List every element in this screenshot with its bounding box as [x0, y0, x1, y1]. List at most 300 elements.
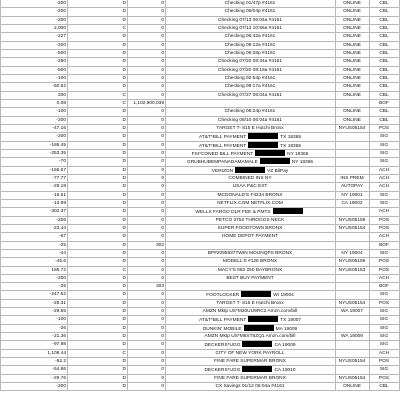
check-number-cell: 0 — [161, 334, 164, 340]
column-divider — [165, 242, 166, 250]
location-text: CA 19010 — [274, 368, 296, 374]
column-divider — [0, 291, 1, 299]
amount-cell: -50.52 — [52, 84, 66, 90]
column-divider — [0, 125, 1, 133]
description-text: Checking 01/47p #4161 — [224, 1, 276, 6]
description-text: DECKERS*UGG — [204, 343, 241, 349]
debit-credit-cell: D — [122, 325, 126, 331]
debit-credit-cell: D — [122, 317, 126, 323]
table-row — [0, 291, 400, 299]
description-cell — [166, 58, 334, 65]
debit-credit-cell: D — [122, 125, 126, 131]
debit-credit-cell: D — [122, 342, 126, 348]
amount-cell: -26 — [59, 325, 66, 331]
description-text: Checking 09:12a #4161 — [224, 42, 276, 48]
table-row — [0, 275, 400, 283]
column-divider — [0, 108, 1, 116]
check-number-cell: 1,102,900,039 — [133, 100, 164, 106]
table-row — [0, 358, 400, 366]
description-cell — [166, 308, 334, 315]
table-row — [0, 125, 400, 133]
description-cell — [166, 200, 334, 207]
column-divider — [165, 283, 166, 291]
debit-credit-cell: D — [122, 309, 126, 315]
description-cell — [166, 192, 334, 199]
column-divider — [0, 267, 1, 275]
amount-cell: 0.08 — [56, 100, 66, 106]
status-cell: ONLINE — [343, 59, 361, 65]
debit-credit-cell: C — [122, 100, 126, 106]
description-cell — [166, 8, 334, 15]
column-divider — [0, 333, 1, 341]
debit-credit-cell: D — [122, 242, 126, 248]
description-text: BP#2095937TWIN MOUNQPS BRONX — [207, 250, 293, 256]
type-code-cell: CBL — [379, 9, 389, 15]
amount-cell: -29.18 — [52, 184, 66, 190]
column-divider — [0, 0, 1, 8]
description-text: Checking 09:17a #4161 — [224, 84, 276, 90]
column-divider — [335, 167, 336, 175]
check-number-cell: 0 — [161, 292, 164, 298]
location-text: VZ BilPay — [267, 168, 289, 174]
location-text: NY 18365 — [291, 160, 314, 166]
debit-credit-cell: D — [122, 300, 126, 306]
check-number-cell: 0 — [161, 142, 164, 148]
debit-credit-cell: D — [122, 367, 126, 373]
check-number-cell: 0 — [161, 25, 164, 31]
debit-credit-cell: D — [122, 200, 126, 206]
description-text: Checking 06:24p #4161 — [224, 109, 276, 115]
column-divider — [0, 316, 1, 324]
description-text: AMZN Mktp US*M8XT8ZQ1 Amzn.com/bill — [204, 334, 296, 340]
column-divider — [335, 208, 336, 216]
table-row — [0, 67, 400, 75]
description-text: Checking 07/13 10:56a #4161 — [217, 25, 282, 31]
status-cell: NY 19001 — [341, 192, 363, 198]
amount-cell: -44 — [59, 250, 66, 256]
description-cell — [166, 67, 334, 74]
column-divider — [335, 350, 336, 358]
debit-credit-cell: D — [122, 217, 126, 223]
debit-credit-cell: D — [122, 167, 126, 173]
table-row — [0, 17, 400, 25]
column-divider — [0, 308, 1, 316]
description-cell — [166, 133, 334, 141]
table-row — [0, 258, 400, 266]
debit-credit-cell: D — [122, 292, 126, 298]
description-text: FSI*CONED BILL PAYMENT — [191, 151, 254, 157]
table-row — [0, 250, 400, 258]
redaction-bar — [255, 150, 285, 156]
debit-credit-cell: D — [122, 84, 126, 90]
amount-cell: -156.67 — [49, 167, 66, 173]
redaction-bar — [241, 291, 271, 297]
description-cell — [166, 42, 334, 49]
check-number-cell: 0 — [161, 9, 164, 15]
description-cell — [166, 258, 334, 265]
debit-credit-cell: C — [122, 350, 126, 356]
type-code-cell: CBL — [379, 117, 389, 123]
location-text: TX 19007 — [280, 318, 302, 324]
amount-cell: -47.16 — [52, 125, 66, 131]
check-number-cell: 0 — [161, 117, 164, 123]
column-divider — [0, 167, 1, 175]
table-row — [0, 42, 400, 50]
type-code-cell: SIG — [379, 325, 389, 331]
type-code-cell: SIG — [379, 317, 389, 323]
description-cell — [166, 25, 334, 32]
debit-credit-cell: D — [122, 150, 126, 156]
status-cell: ONLINE — [343, 25, 361, 31]
column-divider — [0, 200, 1, 208]
amount-cell: -70 — [59, 159, 66, 165]
table-row — [0, 108, 400, 116]
table-row — [0, 316, 400, 324]
column-divider — [335, 142, 336, 150]
description-text: Checking 07/20 08:34a #4161 — [217, 59, 282, 65]
type-code-cell: SIG — [379, 134, 389, 140]
amount-cell: -29.76 — [52, 375, 66, 381]
column-divider — [0, 233, 1, 241]
description-text: USAA P&C EXT — [232, 184, 268, 190]
description-text: AMZN Mktp US*M20UU9RC2 Amzn.com/bill — [202, 309, 298, 315]
amount-cell: -54.86 — [52, 367, 66, 373]
type-code-cell: CBL — [379, 109, 389, 115]
amount-cell: -28.31 — [52, 300, 66, 306]
status-cell: ONLINE — [343, 117, 361, 123]
description-cell — [166, 150, 334, 158]
redaction-bar — [273, 208, 303, 214]
type-code-cell: CBL — [379, 84, 389, 90]
debit-credit-cell: D — [122, 67, 126, 73]
column-divider — [0, 183, 1, 191]
description-cell — [166, 158, 334, 166]
description-cell — [166, 325, 334, 333]
check-number-cell: 0 — [161, 259, 164, 265]
column-divider — [335, 366, 336, 374]
debit-credit-cell: D — [122, 34, 126, 40]
debit-credit-cell: D — [122, 59, 126, 65]
redaction-bar — [235, 167, 265, 173]
amount-cell: -67 — [59, 234, 66, 240]
amount-cell: -25 — [59, 284, 66, 290]
amount-cell: -247.52 — [49, 292, 66, 298]
type-code-cell: ACH — [378, 234, 390, 240]
type-code-cell: CBL — [379, 1, 389, 6]
description-text: DUNKIN' MOBILE — [202, 326, 242, 332]
table-row — [0, 233, 400, 241]
column-divider — [335, 233, 336, 241]
amount-cell: -25 — [59, 242, 66, 248]
location-text: TX 18365 — [280, 143, 302, 149]
type-code-cell: ACH — [378, 167, 390, 173]
check-number-cell: 302 — [155, 242, 164, 248]
column-divider — [0, 25, 1, 33]
description-text: PETCO 3752 THROGGS NECK — [215, 217, 285, 223]
type-code-cell: CBL — [379, 92, 389, 98]
description-cell — [166, 175, 334, 182]
description-cell — [166, 250, 334, 257]
redaction-bar — [242, 341, 272, 347]
description-text: TARGET T- 815 E Hutchi Bronx — [216, 125, 284, 131]
check-number-cell: 0 — [161, 67, 164, 73]
column-divider — [0, 58, 1, 66]
description-text: VERIZON — [211, 168, 234, 174]
column-divider — [335, 158, 336, 166]
check-number-cell: 0 — [161, 184, 164, 190]
type-code-cell: BOF — [379, 242, 389, 248]
description-cell — [166, 108, 334, 115]
amount-cell: -200 — [56, 42, 66, 48]
type-code-cell: SIG — [379, 309, 389, 315]
table-row — [0, 242, 400, 250]
status-cell: AUTOPAY — [340, 184, 364, 190]
check-number-cell: 0 — [161, 34, 164, 40]
amount-cell: -77.77 — [52, 175, 66, 181]
table-row — [0, 158, 400, 166]
type-code-cell: SIG — [379, 292, 389, 298]
check-number-cell: 0 — [161, 92, 164, 98]
column-divider — [335, 325, 336, 333]
redaction-bar — [248, 142, 278, 148]
description-text: SUPER FOODTOWN BRONX — [217, 225, 283, 231]
debit-credit-cell: D — [122, 50, 126, 56]
column-divider — [335, 275, 336, 283]
column-divider — [0, 283, 1, 291]
check-number-cell: 0 — [161, 309, 164, 315]
debit-credit-cell: C — [122, 25, 126, 31]
column-divider — [0, 250, 1, 258]
description-text: Checking 06:42a #4161 — [224, 34, 276, 40]
type-code-cell: SIG — [379, 342, 389, 348]
status-cell: NYUS05154 — [338, 225, 366, 231]
table-row — [0, 350, 400, 358]
description-text: Checking 02:54p #4161 — [224, 75, 276, 81]
check-number-cell: 0 — [161, 250, 164, 256]
type-code-cell: POS — [378, 217, 390, 223]
table-row — [0, 208, 400, 216]
debit-credit-cell: D — [122, 192, 126, 198]
column-divider — [0, 375, 1, 383]
column-divider — [0, 208, 1, 216]
check-number-cell: 0 — [161, 317, 164, 323]
column-divider — [0, 192, 1, 200]
type-code-cell: SIG — [379, 150, 389, 156]
check-number-cell: 0 — [161, 342, 164, 348]
amount-cell: -206 — [56, 217, 66, 223]
status-cell: WA 19009 — [341, 334, 363, 340]
type-code-cell: CBL — [379, 50, 389, 56]
check-number-cell: 0 — [161, 192, 164, 198]
column-divider — [0, 158, 1, 166]
type-code-cell: CBL — [379, 25, 389, 31]
location-text: MA 19009 — [275, 326, 298, 332]
table-row — [0, 333, 400, 341]
status-cell: ONLINE — [343, 384, 361, 390]
description-text: MODELL'S #126 BRONX — [222, 259, 278, 265]
description-cell — [166, 142, 334, 150]
column-divider — [0, 358, 1, 366]
column-divider — [0, 117, 1, 125]
debit-credit-cell: D — [122, 142, 126, 148]
amount-cell: -200 — [56, 384, 66, 390]
description-text: Checking 06/04p #4161 — [224, 9, 276, 15]
type-code-cell: SIG — [379, 334, 389, 340]
description-text: AT&T*BILL PAYMENT — [198, 143, 247, 149]
amount-cell: -186.45 — [49, 142, 66, 148]
location-text: WI 19004 — [273, 293, 294, 299]
description-cell — [166, 0, 334, 7]
amount-cell: -200 — [56, 1, 66, 6]
amount-cell: -200 — [56, 9, 66, 15]
description-text: CITY OF NEW YORK PAYROLL — [215, 350, 285, 356]
description-text: CX Savings 01/12 06:04a #4161 — [215, 384, 285, 390]
amount-cell: 1,108.44 — [47, 350, 66, 356]
location-text: NY 18365 — [287, 151, 309, 157]
description-cell — [166, 167, 334, 175]
debit-credit-cell: D — [122, 250, 126, 256]
description-cell — [166, 217, 334, 224]
amount-cell: -100 — [56, 317, 66, 323]
type-code-cell: CBL — [379, 384, 389, 390]
redaction-bar — [248, 133, 278, 139]
status-cell: NYUS05154 — [338, 359, 366, 365]
description-cell — [166, 75, 334, 82]
column-divider — [0, 42, 1, 50]
type-code-cell: POS — [378, 125, 390, 131]
column-divider — [0, 142, 1, 150]
table-row — [0, 100, 400, 108]
description-cell — [166, 350, 334, 357]
debit-credit-cell: D — [122, 234, 126, 240]
column-divider — [0, 175, 1, 183]
type-code-cell: ACH — [378, 175, 390, 181]
column-divider — [0, 350, 1, 358]
description-cell — [166, 375, 334, 382]
debit-credit-cell: D — [122, 42, 126, 48]
check-number-cell: 0 — [161, 150, 164, 156]
status-cell: NYUS05159 — [338, 217, 366, 223]
status-cell: ONLINE — [343, 92, 361, 98]
description-cell — [166, 92, 334, 99]
status-cell: ONLINE — [343, 109, 361, 115]
description-cell — [166, 341, 334, 349]
description-text: WELLS FARGO DLR FEE & PMTS — [195, 210, 271, 216]
column-divider — [335, 242, 336, 250]
table-row — [0, 200, 400, 208]
table-row — [0, 175, 400, 183]
description-cell — [166, 183, 334, 190]
check-number-cell: 0 — [161, 325, 164, 331]
debit-credit-cell: D — [122, 109, 126, 115]
amount-cell: -200 — [56, 134, 66, 140]
table-row — [0, 83, 400, 91]
amount-cell: -23.44 — [52, 225, 66, 231]
amount-cell: -500 — [56, 67, 66, 73]
debit-credit-cell: D — [122, 359, 126, 365]
check-number-cell: 0 — [161, 275, 164, 281]
column-divider — [335, 150, 336, 158]
description-cell — [166, 33, 334, 40]
table-row — [0, 133, 400, 141]
check-number-cell: 0 — [161, 300, 164, 306]
debit-credit-cell: C — [122, 267, 126, 273]
column-divider — [0, 67, 1, 75]
description-cell — [166, 83, 334, 90]
type-code-cell: CBL — [379, 34, 389, 40]
description-text: GRUBHUBEMPANADAMAMALE — [186, 160, 258, 166]
type-code-cell: POS — [378, 359, 390, 365]
table-row — [0, 192, 400, 200]
description-text: FINE FARE SUPERMAR BRONX — [214, 359, 286, 365]
location-text: CA 19009 — [274, 343, 296, 349]
check-number-cell: 0 — [161, 350, 164, 356]
amount-cell: -200 — [56, 275, 66, 281]
table-row — [0, 58, 400, 66]
status-cell: ONLINE — [343, 84, 361, 90]
status-cell: ONLINE — [343, 50, 361, 56]
check-number-cell: 0 — [161, 267, 164, 273]
type-code-cell: SIG — [379, 142, 389, 148]
status-cell: ONLINE — [343, 1, 361, 6]
debit-credit-cell: D — [122, 17, 126, 23]
debit-credit-cell: D — [122, 225, 126, 231]
table-row — [0, 75, 400, 83]
column-divider — [0, 17, 1, 25]
debit-credit-cell: D — [122, 9, 126, 15]
status-cell: NY 19004 — [341, 250, 363, 256]
amount-cell: -13.99 — [52, 200, 66, 206]
table-row — [0, 300, 400, 308]
status-cell: NYUS05159 — [338, 259, 366, 265]
type-code-cell: POS — [378, 300, 390, 306]
column-divider — [0, 150, 1, 158]
description-cell — [166, 333, 334, 340]
check-number-cell: 0 — [161, 384, 164, 390]
column-divider — [0, 383, 1, 391]
description-cell — [166, 117, 334, 124]
amount-cell: -500 — [56, 50, 66, 56]
debit-credit-cell: D — [122, 159, 126, 165]
description-text: Checking 07/27 06:04a #4161 — [217, 92, 282, 98]
type-code-cell: BOF — [379, 284, 389, 290]
amount-cell: 186.72 — [51, 267, 66, 273]
check-number-cell: 0 — [161, 50, 164, 56]
check-number-cell: 0 — [161, 359, 164, 365]
amount-cell: -227 — [56, 34, 66, 40]
column-divider — [0, 258, 1, 266]
check-number-cell: 0 — [161, 125, 164, 131]
debit-credit-cell: D — [122, 175, 126, 181]
redaction-bar — [260, 158, 290, 164]
table-row — [0, 375, 400, 383]
debit-credit-cell: D — [122, 334, 126, 340]
column-divider — [165, 100, 166, 108]
description-cell — [166, 275, 334, 282]
check-number-cell: 0 — [161, 209, 164, 215]
column-divider — [335, 341, 336, 349]
column-divider — [0, 341, 1, 349]
description-cell — [166, 316, 334, 324]
amount-cell: -100 — [56, 75, 66, 81]
description-cell — [166, 225, 334, 232]
amount-cell: -200 — [56, 17, 66, 23]
type-code-cell: CBL — [379, 17, 389, 23]
amount-cell: -200 — [56, 117, 66, 123]
description-text: AT&T*BILL PAYMENT — [198, 318, 247, 324]
check-number-cell: 0 — [161, 234, 164, 240]
type-code-cell: SIG — [379, 200, 389, 206]
